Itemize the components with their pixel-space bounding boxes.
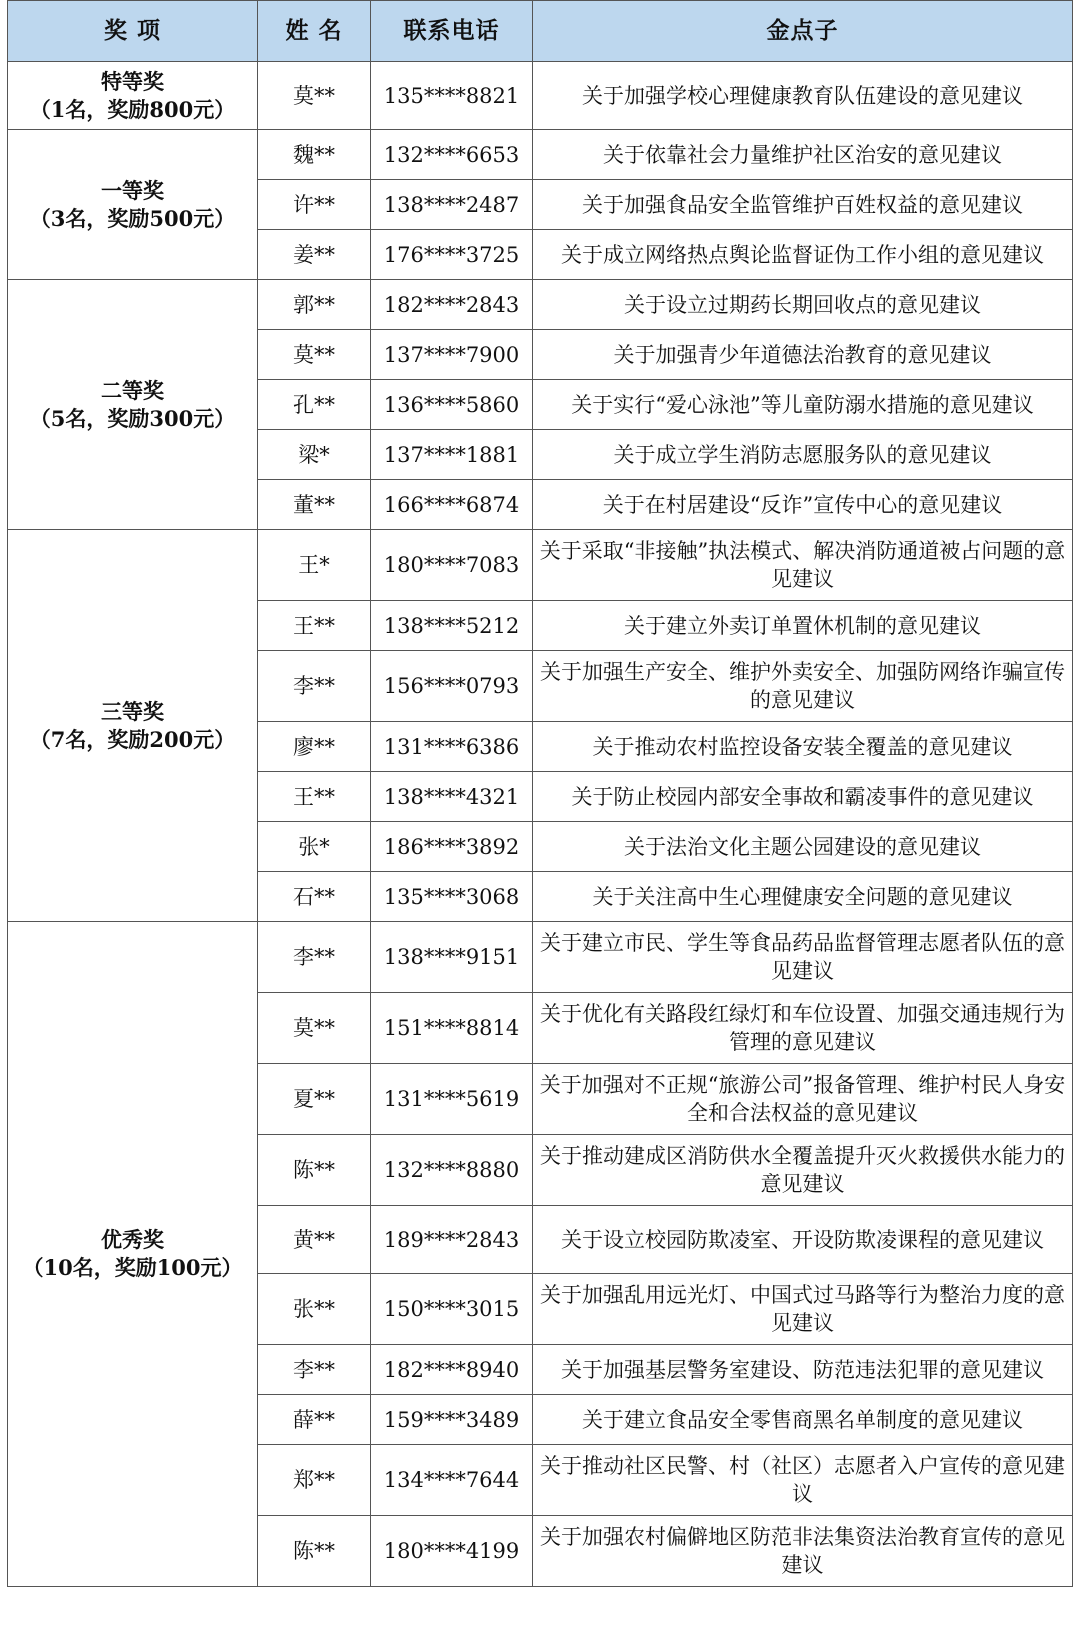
- idea-cell: 关于关注高中生心理健康安全问题的意见建议: [533, 872, 1073, 922]
- phone-cell: 132****6653: [371, 130, 533, 180]
- idea-cell: 关于加强食品安全监管维护百姓权益的意见建议: [533, 180, 1073, 230]
- name-cell: 李**: [258, 922, 371, 993]
- phone-cell: 189****2843: [371, 1206, 533, 1274]
- name-cell: 魏**: [258, 130, 371, 180]
- name-cell: 许**: [258, 180, 371, 230]
- phone-cell: 138****9151: [371, 922, 533, 993]
- phone-cell: 156****0793: [371, 651, 533, 722]
- name-cell: 莫**: [258, 993, 371, 1064]
- table-row: [8, 62, 1073, 130]
- phone-cell: 132****8880: [371, 1135, 533, 1206]
- phone-cell: 186****3892: [371, 822, 533, 872]
- award-detail: （7名，奖励200元）: [29, 726, 236, 752]
- table-row: [8, 280, 1073, 330]
- idea-cell: 关于成立学生消防志愿服务队的意见建议: [533, 430, 1073, 480]
- award-cell: [8, 62, 258, 130]
- name-cell: 黄**: [258, 1206, 371, 1274]
- phone-cell: 182****2843: [371, 280, 533, 330]
- phone-cell: 131****5619: [371, 1064, 533, 1135]
- award-title: 三等奖: [101, 698, 164, 724]
- idea-cell: 关于建立食品安全零售商黑名单制度的意见建议: [533, 1395, 1073, 1445]
- phone-cell: 159****3489: [371, 1395, 533, 1445]
- idea-cell: 关于实行“爱心泳池”等儿童防溺水措施的意见建议: [533, 380, 1073, 430]
- header-phone: 联系电话: [371, 1, 533, 62]
- idea-cell: 关于加强乱用远光灯、中国式过马路等行为整治力度的意见建议: [533, 1274, 1073, 1345]
- award-title: 一等奖: [101, 177, 164, 203]
- idea-cell: 关于加强对不正规“旅游公司”报备管理、维护村民人身安全和合法权益的意见建议: [533, 1064, 1073, 1135]
- table-body: [8, 62, 1073, 1587]
- idea-cell: 关于在村居建设“反诈”宣传中心的意见建议: [533, 480, 1073, 530]
- name-cell: 梁*: [258, 430, 371, 480]
- phone-cell: 135****3068: [371, 872, 533, 922]
- idea-cell: 关于加强青少年道德法治教育的意见建议: [533, 330, 1073, 380]
- award-detail: （1名，奖励800元）: [29, 96, 236, 122]
- idea-cell: 关于设立过期药长期回收点的意见建议: [533, 280, 1073, 330]
- name-cell: 王**: [258, 601, 371, 651]
- award-table: [7, 0, 1073, 1587]
- name-cell: 董**: [258, 480, 371, 530]
- idea-cell: 关于推动建成区消防供水全覆盖提升灭火救援供水能力的意见建议: [533, 1135, 1073, 1206]
- name-cell: 莫**: [258, 62, 371, 130]
- phone-cell: 131****6386: [371, 722, 533, 772]
- phone-cell: 135****8821: [371, 62, 533, 130]
- header-row: [8, 1, 1073, 62]
- award-detail: （3名，奖励500元）: [29, 205, 236, 231]
- phone-cell: 151****8814: [371, 993, 533, 1064]
- name-cell: 王**: [258, 772, 371, 822]
- table-row: [8, 922, 1073, 993]
- idea-cell: 关于加强农村偏僻地区防范非法集资法治教育宣传的意见建议: [533, 1516, 1073, 1587]
- header-award: 奖 项: [8, 1, 258, 62]
- name-cell: 夏**: [258, 1064, 371, 1135]
- idea-cell: 关于推动社区民警、村（社区）志愿者入户宣传的意见建议: [533, 1445, 1073, 1516]
- phone-cell: 180****7083: [371, 530, 533, 601]
- table-row: [8, 530, 1073, 601]
- name-cell: 石**: [258, 872, 371, 922]
- name-cell: 廖**: [258, 722, 371, 772]
- idea-cell: 关于加强生产安全、维护外卖安全、加强防网络诈骗宣传的意见建议: [533, 651, 1073, 722]
- phone-cell: 137****7900: [371, 330, 533, 380]
- award-cell: [8, 922, 258, 1587]
- idea-cell: 关于优化有关路段红绿灯和车位设置、加强交通违规行为管理的意见建议: [533, 993, 1073, 1064]
- idea-cell: 关于防止校园内部安全事故和霸凌事件的意见建议: [533, 772, 1073, 822]
- award-detail: （5名，奖励300元）: [29, 405, 236, 431]
- table-header: [8, 1, 1073, 62]
- idea-cell: 关于法治文化主题公园建设的意见建议: [533, 822, 1073, 872]
- award-title: 优秀奖: [101, 1227, 164, 1252]
- header-idea: 金点子: [533, 1, 1073, 62]
- idea-cell: 关于加强学校心理健康教育队伍建设的意见建议: [533, 62, 1073, 130]
- phone-cell: 134****7644: [371, 1445, 533, 1516]
- phone-cell: 137****1881: [371, 430, 533, 480]
- phone-cell: 136****5860: [371, 380, 533, 430]
- award-cell: [8, 530, 258, 922]
- idea-cell: 关于建立市民、学生等食品药品监督管理志愿者队伍的意见建议: [533, 922, 1073, 993]
- name-cell: 郭**: [258, 280, 371, 330]
- idea-cell: 关于推动农村监控设备安装全覆盖的意见建议: [533, 722, 1073, 772]
- name-cell: 陈**: [258, 1516, 371, 1587]
- award-cell: [8, 130, 258, 280]
- idea-cell: 关于加强基层警务室建设、防范违法犯罪的意见建议: [533, 1345, 1073, 1395]
- phone-cell: 166****6874: [371, 480, 533, 530]
- name-cell: 张**: [258, 1274, 371, 1345]
- name-cell: 王*: [258, 530, 371, 601]
- name-cell: 李**: [258, 1345, 371, 1395]
- name-cell: 陈**: [258, 1135, 371, 1206]
- table-row: [8, 130, 1073, 180]
- idea-cell: 关于设立校园防欺凌室、开设防欺凌课程的意见建议: [533, 1206, 1073, 1274]
- idea-cell: 关于采取“非接触”执法模式、解决消防通道被占问题的意见建议: [533, 530, 1073, 601]
- idea-cell: 关于依靠社会力量维护社区治安的意见建议: [533, 130, 1073, 180]
- name-cell: 薛**: [258, 1395, 371, 1445]
- phone-cell: 176****3725: [371, 230, 533, 280]
- phone-cell: 180****4199: [371, 1516, 533, 1587]
- name-cell: 李**: [258, 651, 371, 722]
- phone-cell: 138****2487: [371, 180, 533, 230]
- award-title: 特等奖: [101, 68, 164, 94]
- phone-cell: 138****4321: [371, 772, 533, 822]
- award-cell: [8, 280, 258, 530]
- name-cell: 孔**: [258, 380, 371, 430]
- idea-cell: 关于建立外卖订单置休机制的意见建议: [533, 601, 1073, 651]
- phone-cell: 138****5212: [371, 601, 533, 651]
- name-cell: 郑**: [258, 1445, 371, 1516]
- phone-cell: 182****8940: [371, 1345, 533, 1395]
- phone-cell: 150****3015: [371, 1274, 533, 1345]
- name-cell: 莫**: [258, 330, 371, 380]
- idea-cell: 关于成立网络热点舆论监督证伪工作小组的意见建议: [533, 230, 1073, 280]
- award-detail: （10名，奖励100元）: [22, 1255, 243, 1280]
- name-cell: 姜**: [258, 230, 371, 280]
- header-name: 姓 名: [258, 1, 371, 62]
- award-title: 二等奖: [101, 377, 164, 403]
- name-cell: 张*: [258, 822, 371, 872]
